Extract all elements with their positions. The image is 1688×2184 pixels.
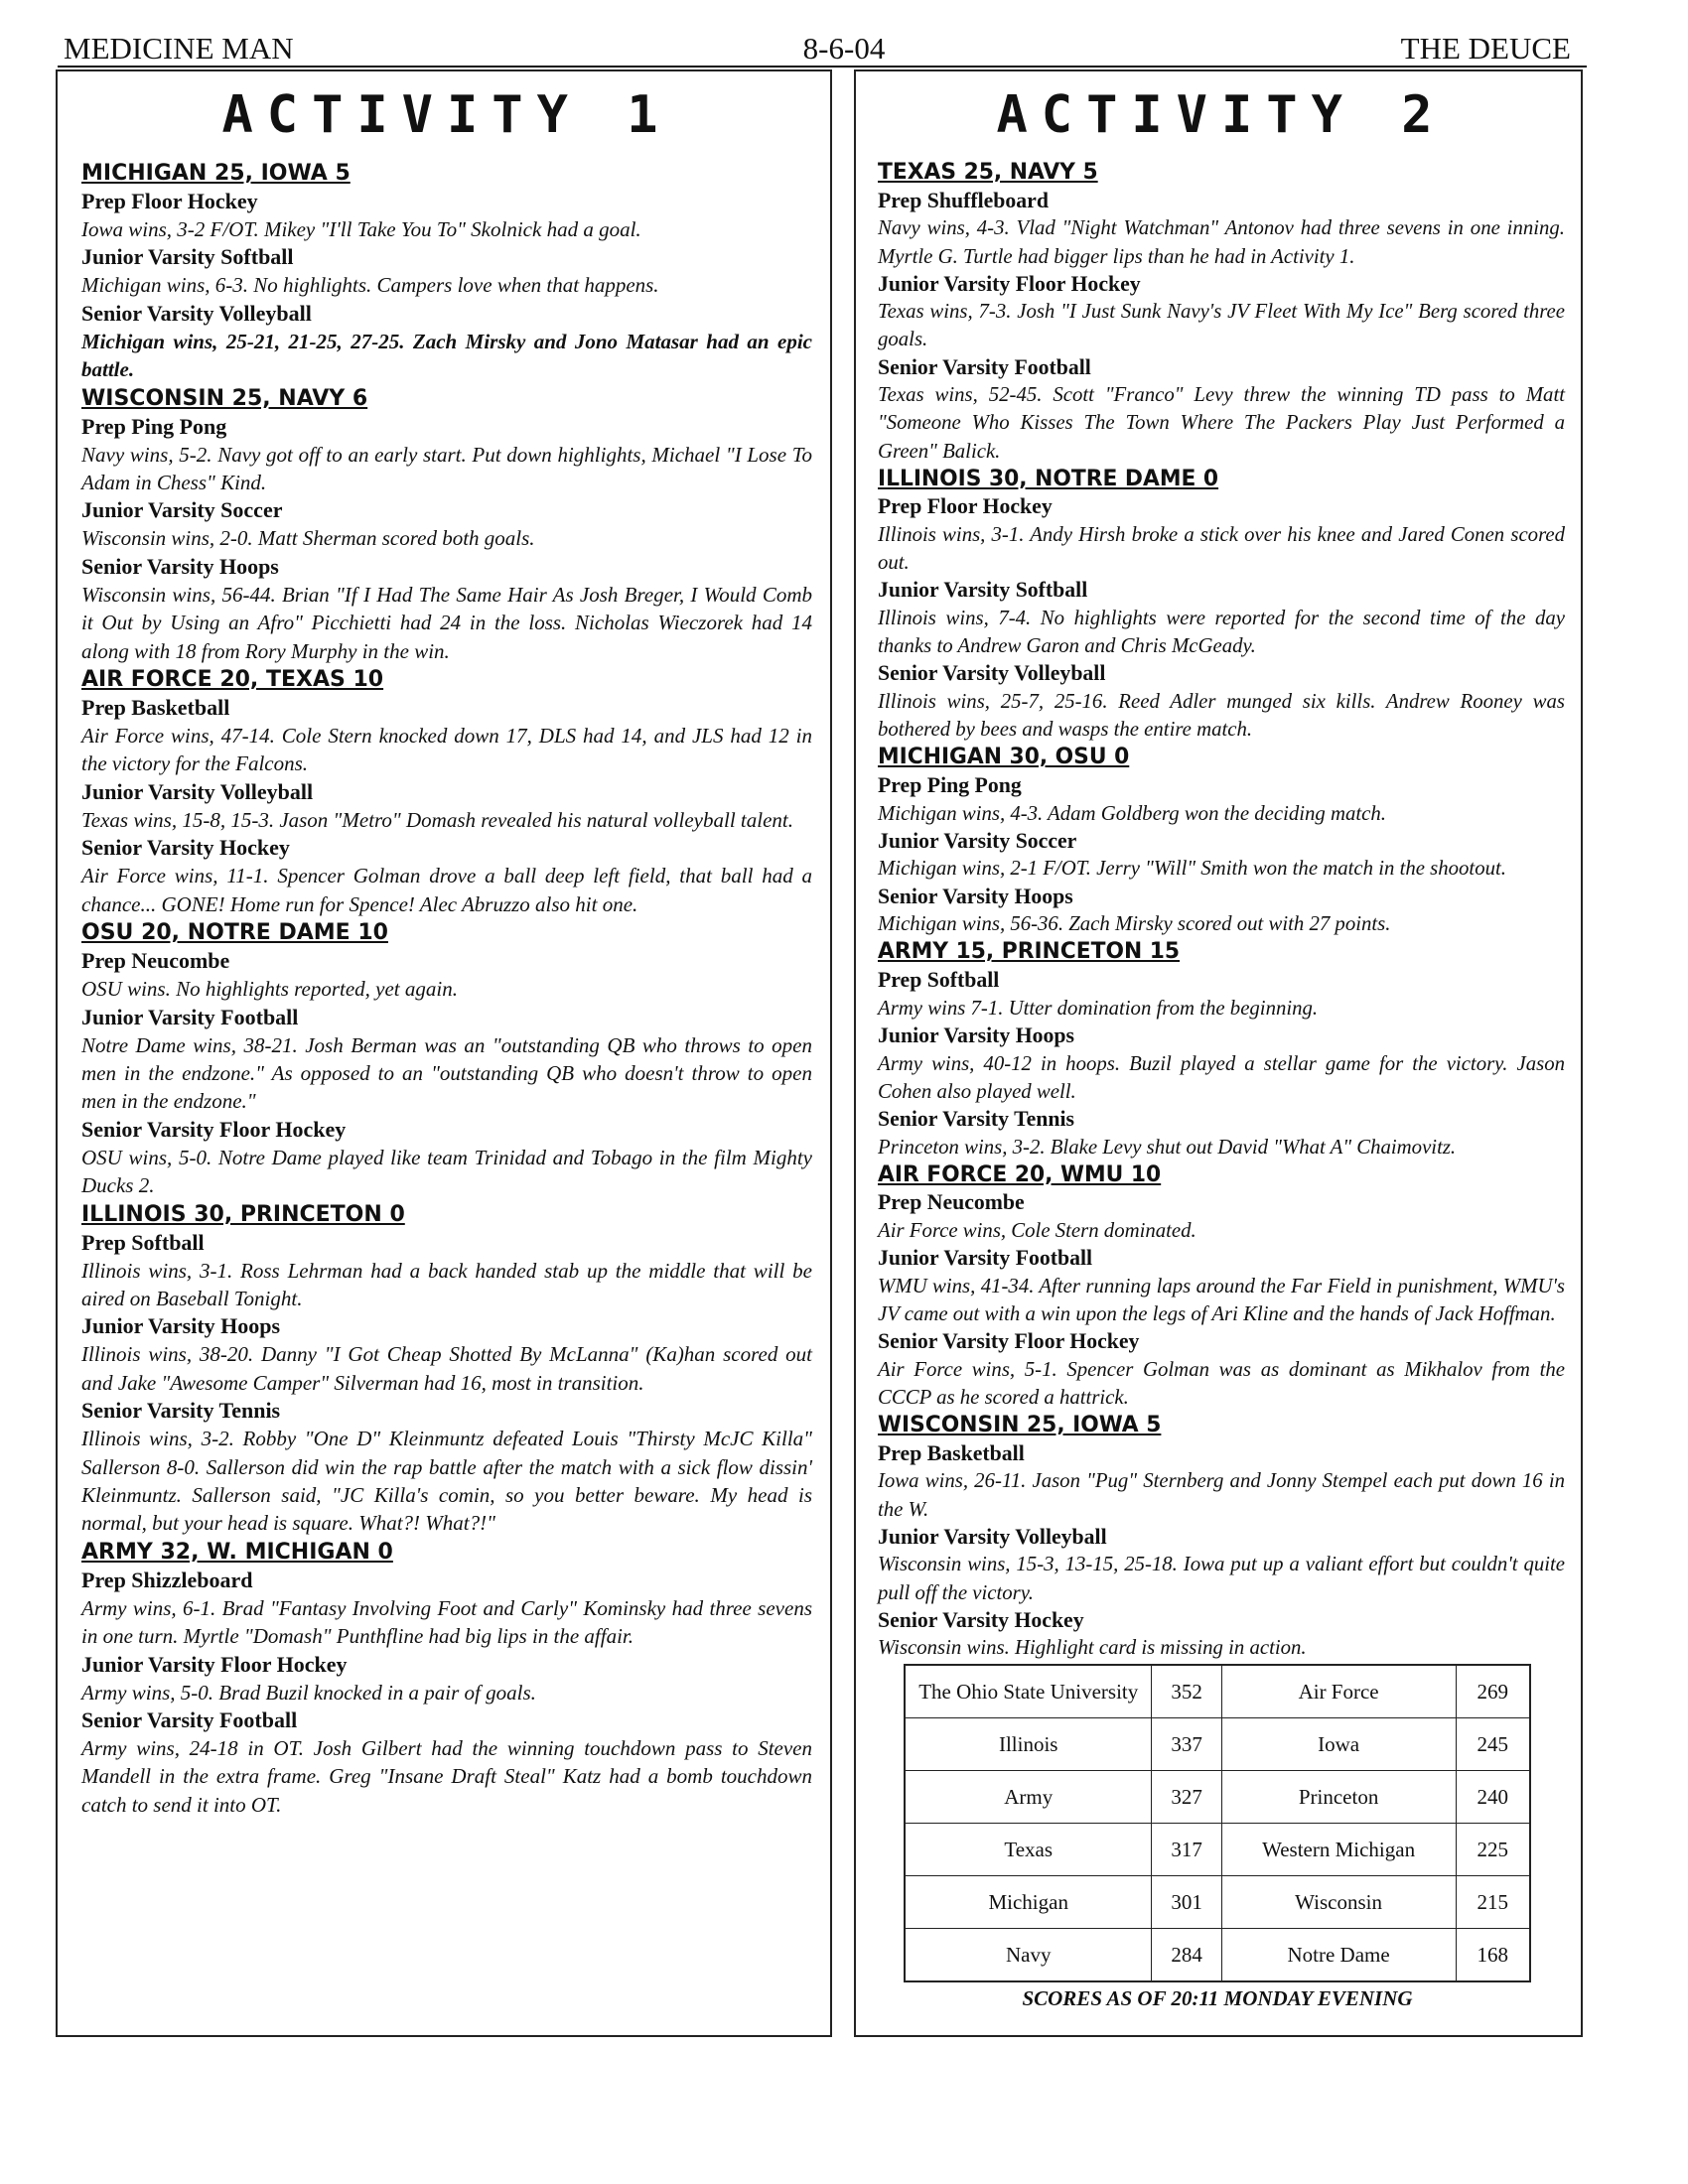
issue-date: 8-6-04	[802, 31, 886, 66]
event-label: Junior Varsity Football	[878, 1246, 1093, 1271]
event-label: Junior Varsity Soccer	[81, 497, 283, 523]
standings-row	[905, 1876, 1530, 1929]
header-rule	[58, 66, 1587, 68]
event-label: Prep Shuffleboard	[878, 188, 1049, 212]
event-label: Prep Basketball	[878, 1440, 1025, 1465]
event-summary: OSU wins, 5-0. Notre Dame played like team Trinidad and Tobago in the film Mighty Ducks 2.	[81, 1145, 812, 1198]
event-summary: Texas wins, 52-45. Scott "Franco" Levy threw the winning TD pass to Matt "Someone Who Kisses The Town Where The Packers Play Just Performed a Green" Balick.	[878, 383, 1565, 463]
team-name: Princeton	[1221, 1771, 1456, 1824]
standings-row	[905, 1771, 1530, 1824]
event-label: Senior Varsity Tennis	[81, 1398, 281, 1424]
event-label: Senior Varsity Volleyball	[878, 661, 1106, 686]
standings-row	[905, 1665, 1530, 1718]
team-name: Illinois	[905, 1718, 1152, 1771]
standings-table	[904, 1664, 1531, 1982]
team-name: Western Michigan	[1221, 1824, 1456, 1876]
event-label: Prep Softball	[878, 968, 1000, 993]
standings-row	[905, 1718, 1530, 1771]
event-summary: Wisconsin wins, 15-3, 13-15, 25-18. Iowa put up a valiant effort but couldn't quite pull off the victory.	[878, 1553, 1565, 1604]
game-heading: ARMY 15, PRINCETON 15	[878, 939, 1181, 965]
event-summary: Navy wins, 4-3. Vlad "Night Watchman" Antonov had three sevens in one inning. Myrtle G. Turtle had bigger lips than he had in Activity 1.	[878, 216, 1565, 268]
event-summary: Texas wins, 7-3. Josh "I Just Sunk Navy's JV Fleet With My Ice" Berg scored three goals.	[878, 300, 1565, 351]
event-label: Junior Varsity Floor Hockey	[878, 271, 1141, 296]
game-heading: ARMY 32, W. MICHIGAN 0	[81, 1539, 393, 1565]
event-summary: Air Force wins, 47-14. Cole Stern knocked down 17, DLS had 14, and JLS had 12 in the victory for the Falcons.	[81, 724, 812, 776]
event-label: Junior Varsity Hoops	[878, 1023, 1074, 1047]
event-label: Senior Varsity Tennis	[878, 1106, 1074, 1131]
event-summary: Army wins, 40-12 in hoops. Buzil played a stellar game for the victory. Jason Cohen also played well.	[878, 1051, 1565, 1103]
event-label: Junior Varsity Volleyball	[878, 1524, 1107, 1549]
game-heading: ILLINOIS 30, PRINCETON 0	[81, 1201, 405, 1227]
event-label: Prep Ping Pong	[878, 772, 1022, 797]
team-points: 240	[1456, 1771, 1530, 1824]
event-label: Junior Varsity Softball	[878, 578, 1088, 603]
team-points: 337	[1152, 1718, 1221, 1771]
event-label: Prep Floor Hockey	[878, 494, 1053, 519]
event-summary: Illinois wins, 3-1. Andy Hirsh broke a stick over his knee and Jared Conen scored out.	[878, 523, 1565, 575]
game-heading: AIR FORCE 20, TEXAS 10	[81, 667, 384, 693]
event-summary: Iowa wins, 3-2 F/OT. Mikey "I'll Take You To" Skolnick had a goal.	[81, 217, 641, 241]
event-label: Junior Varsity Softball	[81, 244, 294, 270]
game-heading: MICHIGAN 30, OSU 0	[878, 745, 1130, 770]
activity-1-title: ACTIVITY 1	[221, 85, 672, 145]
event-label: Prep Softball	[81, 1229, 205, 1255]
game-heading: OSU 20, NOTRE DAME 10	[81, 920, 388, 946]
event-label: Senior Varsity Hockey	[81, 835, 290, 861]
team-points: 269	[1456, 1665, 1530, 1718]
event-summary: Army wins, 5-0. Brad Buzil knocked in a pair of goals.	[81, 1680, 536, 1705]
event-summary: Iowa wins, 26-11. Jason "Pug" Sternberg and Jonny Stempel each put down 16 in the W.	[878, 1469, 1565, 1521]
game-heading: TEXAS 25, NAVY 5	[878, 160, 1098, 185]
activity-1-panel	[56, 69, 832, 2037]
event-summary: Illinois wins, 7-4. No highlights were reported for the second time of the day thanks to Andrew Garon and Chris McGeady.	[878, 606, 1565, 658]
event-summary: Navy wins, 5-2. Navy got off to an early start. Put down highlights, Michael "I Lose To Adam in Chess" Kind.	[81, 442, 812, 495]
event-label: Junior Varsity Hoops	[81, 1313, 281, 1339]
activity-2-panel	[854, 69, 1583, 2037]
event-summary: Michigan wins, 56-36. Zach Mirsky scored out with 27 points.	[878, 912, 1391, 936]
event-summary: OSU wins. No highlights reported, yet again.	[81, 977, 458, 1002]
event-label: Senior Varsity Floor Hockey	[878, 1329, 1140, 1354]
standings-row	[905, 1824, 1530, 1876]
event-label: Junior Varsity Soccer	[878, 828, 1077, 853]
team-points: 352	[1152, 1665, 1221, 1718]
event-label: Prep Floor Hockey	[81, 189, 258, 213]
event-summary: Wisconsin wins, 56-44. Brian "If I Had The Same Hair As Josh Breger, I Would Comb it Out by Using an Afro" Picchietti had 24 in the loss. Nicholas Wieczorek had 14 along with 18 from Rory Murphy in the win.	[81, 582, 812, 663]
team-points: 317	[1152, 1824, 1221, 1876]
game-heading: WISCONSIN 25, IOWA 5	[878, 1413, 1162, 1438]
event-summary: Illinois wins, 3-1. Ross Lehrman had a back handed stab up the middle that will be aired on Baseball Tonight.	[81, 1258, 812, 1310]
event-summary: Air Force wins, Cole Stern dominated.	[878, 1219, 1196, 1243]
team-points: 284	[1152, 1929, 1221, 1982]
event-label: Junior Varsity Volleyball	[81, 778, 314, 804]
event-summary: Illinois wins, 25-7, 25-16. Reed Adler munged six kills. Andrew Rooney was bothered by bees and wasps the entire match.	[878, 689, 1565, 742]
event-label: Prep Neucombe	[81, 948, 230, 974]
event-summary: Air Force wins, 5-1. Spencer Golman was as dominant as Mikhalov from the CCCP as he scored a hattrick.	[878, 1357, 1565, 1409]
event-summary: Illinois wins, 38-20. Danny "I Got Cheap Shotted By McLanna" (Ka)han scored out and Jake "Awesome Camper" Silverman had 16, most in transition.	[81, 1342, 812, 1395]
event-label: Senior Varsity Football	[81, 1707, 298, 1732]
event-summary: Michigan wins, 4-3. Adam Goldberg won the deciding match.	[878, 801, 1386, 825]
event-label: Prep Basketball	[81, 695, 230, 721]
team-name: Texas	[905, 1824, 1152, 1876]
event-summary: Army wins 7-1. Utter domination from the beginning.	[878, 996, 1319, 1020]
event-summary: Air Force wins, 11-1. Spencer Golman drove a ball deep left field, that ball had a chance... GONE! Home run for Spence! Alec Abruzzo also hit one.	[81, 864, 812, 916]
event-label: Senior Varsity Hoops	[81, 553, 279, 579]
team-points: 245	[1456, 1718, 1530, 1771]
game-heading: ILLINOIS 30, NOTRE DAME 0	[878, 466, 1219, 491]
event-summary: Princeton wins, 3-2. Blake Levy shut out David "What A" Chaimovitz.	[878, 1135, 1457, 1159]
event-label: Senior Varsity Hockey	[878, 1607, 1084, 1632]
event-label: Junior Varsity Floor Hockey	[81, 1651, 348, 1677]
team-name: Notre Dame	[1221, 1929, 1456, 1982]
event-label: Senior Varsity Floor Hockey	[81, 1116, 347, 1142]
event-summary: Michigan wins, 6-3. No highlights. Campers love when that happens.	[81, 273, 659, 298]
standings-note: SCORES AS OF 20:11 MONDAY EVENING	[1022, 1986, 1413, 2011]
activity-2-title: ACTIVITY 2	[996, 85, 1447, 145]
team-name: Wisconsin	[1221, 1876, 1456, 1929]
team-name: Michigan	[905, 1876, 1152, 1929]
event-summary: Army wins, 6-1. Brad "Fantasy Involving Foot and Carly" Kominsky had three sevens in one turn. Myrtle "Domash" Punthfline had big lips in the affair.	[81, 1595, 812, 1649]
event-label: Prep Shizzleboard	[81, 1567, 253, 1592]
team-name: Iowa	[1221, 1718, 1456, 1771]
event-summary: Michigan wins, 25-21, 21-25, 27-25. Zach Mirsky and Jono Matasar had an epic battle.	[81, 329, 812, 382]
activity-1-games	[81, 159, 812, 1819]
event-summary: Texas wins, 15-8, 15-3. Jason "Metro" Domash revealed his natural volleyball talent.	[81, 807, 793, 832]
event-label: Senior Varsity Football	[878, 354, 1091, 379]
team-points: 301	[1152, 1876, 1221, 1929]
team-points: 168	[1456, 1929, 1530, 1982]
standings-row	[905, 1929, 1530, 1982]
event-summary: Michigan wins, 2-1 F/OT. Jerry "Will" Smith won the match in the shootout.	[878, 857, 1506, 881]
event-summary: Wisconsin wins. Highlight card is missing in action.	[878, 1636, 1307, 1660]
team-name: The Ohio State University	[905, 1665, 1152, 1718]
newsletter-section-label: MEDICINE MAN	[64, 31, 294, 66]
event-label: Prep Neucombe	[878, 1190, 1025, 1215]
activity-2-games	[878, 159, 1565, 1662]
event-summary: Notre Dame wins, 38-21. Josh Berman was an "outstanding QB who throws to open men in the endzone." As opposed to an "outstanding QB who doesn't throw to open men in the endzone."	[81, 1032, 812, 1114]
event-label: Junior Varsity Football	[81, 1004, 299, 1029]
event-label: Prep Ping Pong	[81, 413, 227, 439]
team-points: 225	[1456, 1824, 1530, 1876]
event-summary: WMU wins, 41-34. After running laps around the Far Field in punishment, WMU's JV came out with a win upon the legs of Ari Kline and the hands of Jack Hoffman.	[878, 1274, 1565, 1325]
event-summary: Illinois wins, 3-2. Robby "One D" Kleinmuntz defeated Louis "Thirsty McJC Killa" Sallerson 8-0. Sallerson did win the rap battle after the match with a sick flow dissin' Kleinmuntz. Sallerson said, "JC Killa's comin, so you better beware. My head is normal, but your head is square. What?! What?!"	[81, 1427, 812, 1536]
event-summary: Wisconsin wins, 2-0. Matt Sherman scored both goals.	[81, 526, 535, 551]
team-name: Navy	[905, 1929, 1152, 1982]
event-summary: Army wins, 24-18 in OT. Josh Gilbert had the winning touchdown pass to Steven Mandell in the extra frame. Greg "Insane Draft Steal" Katz had a bomb touchdown catch to send it into OT.	[81, 1736, 812, 1817]
game-heading: AIR FORCE 20, WMU 10	[878, 1161, 1162, 1187]
team-points: 215	[1456, 1876, 1530, 1929]
team-name: Army	[905, 1771, 1152, 1824]
game-heading: MICHIGAN 25, IOWA 5	[81, 161, 351, 186]
newsletter-title: THE DEUCE	[1400, 31, 1571, 66]
team-name: Air Force	[1221, 1665, 1456, 1718]
event-label: Senior Varsity Volleyball	[81, 300, 312, 326]
game-heading: WISCONSIN 25, NAVY 6	[81, 385, 368, 411]
event-label: Senior Varsity Hoops	[878, 884, 1073, 908]
team-points: 327	[1152, 1771, 1221, 1824]
